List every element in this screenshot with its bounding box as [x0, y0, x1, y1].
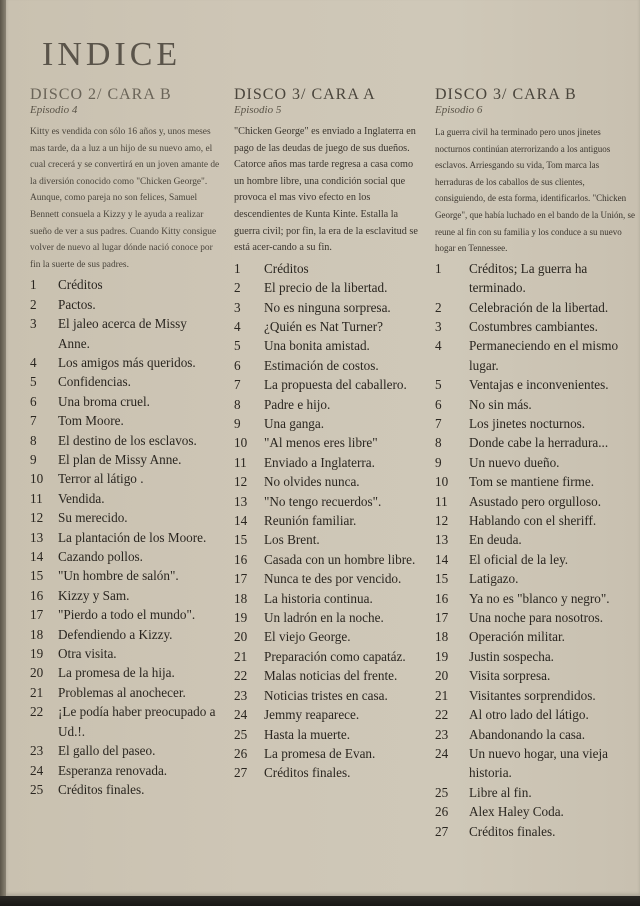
track-title: Su merecido.: [58, 510, 128, 526]
track-item: [435, 472, 635, 491]
track-number: 21: [234, 648, 248, 664]
track-title: Operación militar.: [469, 629, 565, 645]
track-number: 26: [234, 745, 248, 761]
track-item: [234, 686, 424, 705]
track-title: En deuda.: [469, 532, 522, 548]
track-number: 4: [234, 318, 241, 334]
track-item: [30, 411, 220, 430]
track-item: [234, 608, 424, 627]
track-number: 11: [234, 454, 247, 470]
disc-heading: DISCO 3/ CARA B: [435, 86, 577, 103]
track-number: 19: [435, 648, 449, 664]
track-title: La promesa de la hija.: [58, 665, 175, 681]
track-title: El destino de los esclavos.: [58, 432, 197, 448]
track-item: [435, 666, 635, 685]
track-title: Alex Haley Coda.: [469, 804, 564, 820]
track-item: [30, 528, 220, 547]
booklet-bottom-edge: [0, 896, 640, 906]
track-number: 19: [30, 646, 44, 662]
track-item: [234, 511, 424, 530]
track-item: [30, 780, 220, 799]
column-disc2-side-b: [30, 86, 220, 799]
track-item: [30, 392, 220, 411]
track-number: 1: [435, 260, 442, 276]
track-item: [435, 453, 635, 472]
track-title: Un nuevo dueño.: [469, 454, 560, 470]
track-item: [234, 744, 424, 763]
track-title: "Un hombre de salón".: [58, 568, 179, 584]
track-item: [30, 450, 220, 469]
track-title: Confidencias.: [58, 374, 131, 390]
track-item: [234, 530, 424, 549]
track-number: 22: [435, 707, 449, 723]
track-title: Tom Moore.: [58, 413, 124, 429]
episode-label: Episodio 6: [435, 104, 483, 116]
track-number: 24: [30, 762, 44, 778]
track-number: 1: [30, 277, 37, 293]
track-title: Reunión familiar.: [264, 513, 357, 529]
track-item: [234, 336, 424, 355]
track-item: [435, 336, 635, 375]
track-item: [435, 705, 635, 724]
track-number: 20: [435, 668, 449, 684]
track-number: 4: [435, 338, 442, 354]
track-item: [234, 414, 424, 433]
track-number: 13: [30, 529, 44, 545]
track-number: 15: [30, 568, 44, 584]
track-number: 16: [234, 551, 248, 567]
track-number: 4: [30, 354, 37, 370]
track-item: [234, 395, 424, 414]
track-item: [234, 647, 424, 666]
disc-heading: DISCO 2/ CARA B: [30, 86, 172, 103]
track-title: Abandonando la casa.: [469, 726, 586, 742]
track-title: Un ladrón en la noche.: [264, 610, 384, 626]
track-item: [30, 644, 220, 663]
track-number: 6: [234, 357, 241, 373]
track-title: Hablando con el sheriff.: [469, 513, 597, 529]
track-list: [435, 259, 635, 841]
track-title: Visitantes sorprendidos.: [469, 687, 596, 703]
track-title: Esperanza renovada.: [58, 762, 168, 778]
track-item: [30, 761, 220, 780]
track-title: La propuesta del caballero.: [264, 377, 407, 393]
track-item: [234, 589, 424, 608]
track-title: Pactos.: [58, 296, 96, 312]
track-number: 2: [234, 280, 241, 296]
track-title: Tom se mantiene firme.: [469, 474, 595, 490]
track-title: Libre al fin.: [469, 784, 532, 800]
track-number: 20: [234, 629, 248, 645]
track-number: 16: [435, 590, 449, 606]
track-number: 24: [435, 745, 449, 761]
track-item: [234, 298, 424, 317]
track-number: 12: [435, 513, 449, 529]
track-item: [435, 375, 635, 394]
track-number: 5: [30, 374, 37, 390]
track-title: Malas noticias del frente.: [264, 668, 398, 684]
track-title: Costumbres cambiantes.: [469, 318, 598, 334]
track-item: [435, 530, 635, 549]
track-item: [435, 744, 635, 783]
track-title: Justin sospecha.: [469, 648, 554, 664]
track-title: Celebración de la libertad.: [469, 299, 609, 315]
track-number: 7: [30, 413, 37, 429]
track-item: [30, 702, 220, 741]
track-number: 3: [435, 318, 442, 334]
track-title: No olvides nunca.: [264, 474, 360, 490]
track-item: [30, 741, 220, 760]
track-title: Ventajas e inconvenientes.: [469, 377, 609, 393]
track-number: 15: [234, 532, 248, 548]
track-title: Una broma cruel.: [58, 393, 150, 409]
track-title: Una noche para nosotros.: [469, 610, 604, 626]
track-title: Ya no es "blanco y negro".: [469, 590, 610, 606]
track-item: [435, 317, 635, 336]
track-number: 10: [234, 435, 248, 451]
track-title: Una ganga.: [264, 416, 325, 431]
page-title: INDICE: [42, 36, 182, 73]
episode-summary: La guerra civil ha terminado pero unos jinetes nocturnos continúan aterrorizando a los antiguos esclavos. Arriesgando su vida, Tom marca las herraduras de los caballos de sus clientes, consiguiendo, de esta forma, identificarlos. "Chicken George", que había luchado en el bando de la Unión, se reune al fin con su familia y los conduce a su nuevo hogar en Tennessee.: [435, 127, 635, 254]
track-number: 12: [234, 474, 248, 490]
track-title: Vendida.: [58, 490, 105, 506]
track-title: Los jinetes nocturnos.: [469, 416, 586, 431]
track-item: [30, 469, 220, 488]
track-title: No es ninguna sorpresa.: [264, 299, 391, 315]
track-item: [30, 508, 220, 527]
track-item: [435, 647, 635, 666]
track-number: 1: [234, 260, 241, 276]
track-number: 17: [435, 610, 449, 626]
track-item: [435, 433, 635, 452]
track-item: [234, 317, 424, 336]
track-title: Padre e hijo.: [264, 396, 331, 412]
track-number: 12: [30, 510, 44, 526]
track-title: Preparación como capatáz.: [264, 648, 406, 664]
track-item: [435, 783, 635, 802]
track-number: 14: [234, 513, 248, 529]
track-title: Noticias tristes en casa.: [264, 687, 388, 703]
track-number: 23: [234, 687, 248, 703]
track-title: Visita sorpresa.: [469, 668, 551, 684]
track-item: [30, 372, 220, 391]
track-item: [30, 605, 220, 624]
track-title: "Pierdo a todo el mundo".: [58, 607, 196, 623]
track-item: [30, 566, 220, 585]
track-number: 3: [30, 316, 37, 332]
track-number: 8: [30, 432, 37, 448]
track-number: 18: [435, 629, 449, 645]
track-number: 8: [234, 396, 241, 412]
track-item: [435, 608, 635, 627]
track-number: 21: [435, 687, 449, 703]
track-title: "Al menos eres libre": [264, 435, 378, 451]
track-item: [30, 489, 220, 508]
track-title: El viejo George.: [264, 629, 351, 645]
track-title: Los amigos más queridos.: [58, 354, 196, 370]
track-item: [435, 298, 635, 317]
track-title: Latigazo.: [469, 571, 519, 587]
track-number: 14: [435, 551, 449, 567]
track-item: [435, 589, 635, 608]
track-title: Casada con un hombre libre.: [264, 551, 416, 567]
track-item: [234, 472, 424, 491]
track-item: [435, 569, 635, 588]
track-number: 21: [30, 684, 44, 700]
track-item: [234, 569, 424, 588]
track-title: Créditos finales.: [58, 781, 145, 797]
track-item: [234, 705, 424, 724]
track-number: 22: [234, 668, 248, 684]
episode-label: Episodio 5: [234, 104, 282, 116]
track-number: 24: [234, 707, 248, 723]
track-item: [234, 550, 424, 569]
track-number: 18: [234, 590, 248, 606]
track-item: [234, 492, 424, 511]
track-item: [30, 586, 220, 605]
track-number: 9: [234, 416, 241, 431]
track-number: 15: [435, 571, 449, 587]
track-item: [234, 725, 424, 744]
track-item: [234, 278, 424, 297]
track-title: Permaneciendo en el mismo lugar.: [469, 338, 619, 373]
track-number: 11: [30, 490, 43, 506]
track-title: Cazando pollos.: [58, 549, 143, 565]
episode-label: Episodio 4: [30, 104, 78, 116]
track-number: 17: [30, 607, 44, 623]
track-number: 25: [435, 784, 449, 800]
track-item: [30, 353, 220, 372]
column-disc3-side-a: [234, 86, 424, 783]
track-item: [435, 395, 635, 414]
track-item: [30, 663, 220, 682]
track-number: 14: [30, 549, 44, 565]
episode-summary: Kitty es vendida con sólo 16 años y, unos meses mas tarde, da a luz a un hijo de su nuevo amo, el cual crecerá y se convertirá en un joven amante de la diversión conocido como "Chicken George". Aunque, como pareja no son felices, Samuel Bennett consuela a Kizzy y le ayuda a realizar sueño de ver a sus padres. Cuando Kitty consigue volver de nuevo al lugar dónde nació conoce por fin la suerte de sus padres.: [30, 127, 220, 270]
track-number: 6: [30, 393, 37, 409]
track-title: Donde cabe la herradura...: [469, 435, 609, 451]
track-item: [234, 763, 424, 782]
track-number: 11: [435, 493, 448, 509]
track-number: 19: [234, 610, 248, 626]
track-title: El precio de la libertad.: [264, 280, 388, 296]
track-number: 2: [30, 296, 37, 312]
track-list: [234, 259, 424, 783]
track-item: [30, 431, 220, 450]
track-title: La plantación de los Moore.: [58, 529, 207, 545]
track-title: Defendiendo a Kizzy.: [58, 626, 173, 642]
track-title: Créditos finales.: [264, 765, 351, 781]
track-item: [234, 453, 424, 472]
track-number: 25: [30, 781, 44, 797]
track-title: Un nuevo hogar, una vieja historia.: [469, 745, 608, 781]
track-title: ¿Quién es Nat Turner?: [264, 318, 384, 334]
track-item: [435, 822, 635, 841]
track-title: El oficial de la ley.: [469, 551, 569, 567]
track-item: [30, 625, 220, 644]
track-item: [234, 666, 424, 685]
track-number: 22: [30, 704, 44, 720]
track-item: [435, 725, 635, 744]
track-number: 5: [435, 377, 442, 393]
track-number: 6: [435, 396, 442, 412]
track-title: La historia continua.: [264, 590, 373, 606]
track-title: El gallo del paseo.: [58, 743, 156, 759]
track-title: El jaleo acerca de Missy Anne.: [58, 316, 187, 351]
track-title: La promesa de Evan.: [264, 745, 376, 761]
track-item: [435, 414, 635, 433]
track-item: [435, 802, 635, 821]
track-item: [234, 356, 424, 375]
track-item: [234, 375, 424, 394]
track-number: 27: [234, 765, 248, 781]
track-number: 13: [234, 493, 248, 509]
track-title: Kizzy y Sam.: [58, 587, 130, 603]
track-title: Enviado a Inglaterra.: [264, 454, 375, 470]
track-number: 9: [435, 454, 442, 470]
track-item: [435, 550, 635, 569]
track-title: "No tengo recuerdos".: [264, 493, 382, 509]
track-number: 18: [30, 626, 44, 642]
disc-heading: DISCO 3/ CARA A: [234, 86, 376, 103]
track-number: 8: [435, 435, 442, 451]
track-title: Estimación de costos.: [264, 357, 379, 373]
track-item: [435, 686, 635, 705]
track-title: Créditos; La guerra ha terminado.: [469, 260, 588, 296]
track-item: [30, 275, 220, 294]
track-number: 9: [30, 452, 37, 467]
track-item: [234, 627, 424, 646]
column-disc3-side-b: [435, 86, 635, 841]
track-number: 26: [435, 804, 449, 820]
track-number: 16: [30, 587, 44, 603]
track-number: 2: [435, 299, 442, 315]
track-title: El plan de Missy Anne.: [58, 452, 182, 467]
track-item: [435, 492, 635, 511]
track-title: Otra visita.: [58, 646, 117, 662]
track-title: Los Brent.: [264, 532, 320, 548]
track-title: Créditos: [264, 260, 309, 276]
track-title: Créditos: [58, 277, 103, 293]
track-item: [435, 627, 635, 646]
episode-summary: "Chicken George" es enviado a Inglaterra en pago de las deudas de juego de sus dueños. Catorce años mas tarde regresa a casa como un hombre libre, una condición social que provoca el mas vivo efecto en los descendientes de Kunta Kinte. Estalla la guerra civil; por fin, la era de la esclavitud se está acer-cando a su fin.: [234, 126, 418, 254]
track-item: [435, 259, 635, 298]
track-number: 5: [234, 338, 241, 354]
track-title: Asustado pero orgulloso.: [469, 493, 601, 509]
track-title: Hasta la muerte.: [264, 726, 351, 742]
track-item: [435, 511, 635, 530]
track-item: [234, 259, 424, 278]
track-title: Una bonita amistad.: [264, 338, 370, 354]
track-title: Terror al látigo .: [58, 471, 144, 487]
track-number: 10: [30, 471, 44, 487]
track-number: 23: [30, 743, 44, 759]
track-title: ¡Le podía haber preocupado a Ud.!.: [58, 704, 216, 739]
track-item: [234, 433, 424, 452]
track-title: Al otro lado del látigo.: [469, 707, 589, 723]
track-number: 23: [435, 726, 449, 742]
track-list: [30, 275, 220, 799]
track-number: 10: [435, 474, 449, 490]
track-item: [30, 683, 220, 702]
track-number: 20: [30, 665, 44, 681]
track-title: No sin más.: [469, 396, 532, 412]
track-title: Créditos finales.: [469, 823, 556, 839]
track-title: Jemmy reaparece.: [264, 707, 360, 723]
track-number: 7: [435, 416, 442, 431]
track-number: 27: [435, 823, 449, 839]
track-item: [30, 295, 220, 314]
track-number: 13: [435, 532, 449, 548]
track-title: Problemas al anochecer.: [58, 684, 186, 700]
track-number: 3: [234, 299, 241, 315]
track-number: 7: [234, 377, 241, 393]
track-item: [30, 314, 220, 353]
track-title: Nunca te des por vencido.: [264, 571, 402, 587]
track-number: 25: [234, 726, 248, 742]
track-item: [30, 547, 220, 566]
track-number: 17: [234, 571, 248, 587]
